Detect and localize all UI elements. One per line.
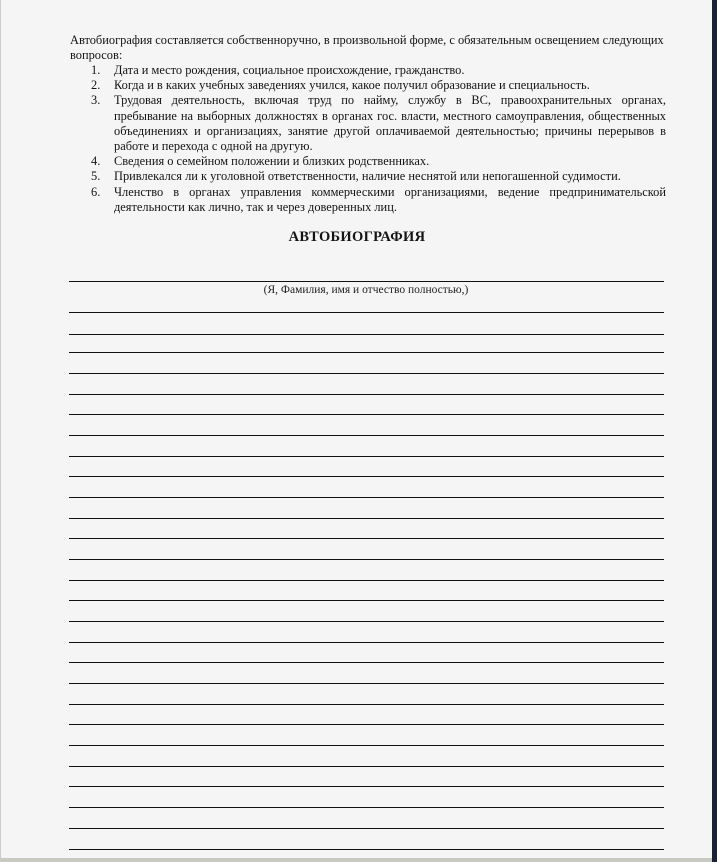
item-number: 6. xyxy=(91,184,101,199)
blank-writing-line[interactable] xyxy=(69,538,664,539)
item-text: Трудовая деятельность, включая труд по найму, службу в ВС, правоохранительных органах, пребывание на выборных должностях в органах гос. власти, местного самоуправления, общественных объединениях и организациях, занятие другой оплачиваемой деятельностью; причины перерывов в работе и перехода с одной на другую. xyxy=(114,93,666,154)
item-number: 1. xyxy=(91,63,101,77)
list-item xyxy=(70,63,666,78)
blank-writing-line[interactable] xyxy=(69,849,664,850)
item-text: Когда и в каких учебных заведениях учился, какое получил образование и специальность. xyxy=(114,78,590,93)
blank-writing-line[interactable] xyxy=(69,456,664,457)
blank-writing-line[interactable] xyxy=(69,352,664,353)
blank-writing-line[interactable] xyxy=(69,786,664,787)
item-number: 2. xyxy=(91,78,101,93)
document-title: АВТОБИОГРАФИЯ xyxy=(288,229,426,245)
blank-writing-line[interactable] xyxy=(69,766,664,767)
blank-writing-line[interactable] xyxy=(69,662,664,663)
list-item xyxy=(70,78,666,93)
blank-writing-line[interactable] xyxy=(69,683,664,684)
item-number: 5. xyxy=(91,169,101,184)
blank-writing-line[interactable] xyxy=(69,642,664,643)
blank-writing-line[interactable] xyxy=(69,807,664,808)
window-right-border xyxy=(712,0,717,862)
questions-list xyxy=(70,63,666,215)
blank-writing-line[interactable] xyxy=(69,312,664,313)
item-text: Сведения о семейном положении и близких родственниках. xyxy=(114,154,430,169)
blank-writing-line[interactable] xyxy=(69,559,664,560)
blank-writing-line[interactable] xyxy=(69,518,664,519)
blank-writing-line[interactable] xyxy=(69,394,664,395)
blank-writing-line[interactable] xyxy=(69,435,664,436)
item-text: Членство в органах управления коммерческими организациями, ведение предпринимательской деятельности как лично, так и через доверенных лиц. xyxy=(114,184,666,214)
full-name-caption: (Я, Фамилия, имя и отчество полностью,) xyxy=(263,284,469,296)
item-number: 3. xyxy=(91,93,101,108)
blank-writing-line[interactable] xyxy=(69,745,664,746)
window-bottom-border xyxy=(0,858,712,862)
list-item xyxy=(70,185,666,215)
item-text: Дата и место рождения, социальное происхождение, гражданство. xyxy=(114,63,465,77)
instructions-block xyxy=(70,33,666,215)
blank-writing-line[interactable] xyxy=(69,724,664,725)
item-text: Привлекался ли к уголовной ответственности, наличие неснятой или непогашенной судимости. xyxy=(114,169,621,184)
blank-writing-line[interactable] xyxy=(69,704,664,705)
list-item xyxy=(70,154,666,169)
intro-paragraph: Автобиография составляется собственноручно, в произвольной форме, с обязательным освещением следующих вопросов: xyxy=(70,33,664,62)
item-number: 4. xyxy=(91,154,101,169)
list-item xyxy=(70,93,666,154)
blank-writing-line[interactable] xyxy=(69,334,664,335)
blank-writing-line[interactable] xyxy=(69,600,664,601)
blank-writing-line[interactable] xyxy=(69,476,664,477)
list-item xyxy=(70,169,666,184)
full-name-line[interactable] xyxy=(69,281,664,282)
blank-writing-line[interactable] xyxy=(69,621,664,622)
blank-writing-line[interactable] xyxy=(69,414,664,415)
blank-writing-line[interactable] xyxy=(69,580,664,581)
blank-writing-line[interactable] xyxy=(69,373,664,374)
blank-writing-line[interactable] xyxy=(69,828,664,829)
blank-writing-line[interactable] xyxy=(69,497,664,498)
